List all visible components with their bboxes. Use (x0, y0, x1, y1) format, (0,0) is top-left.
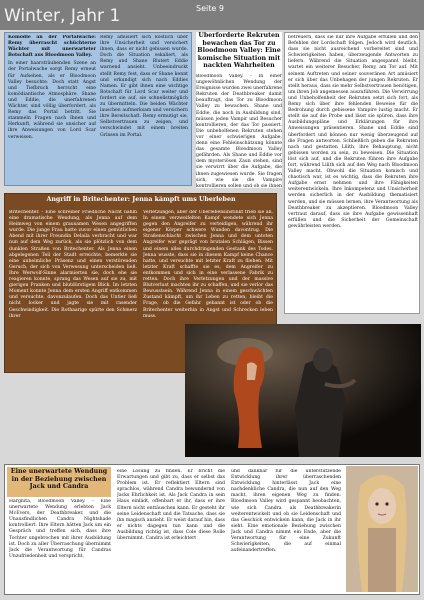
page-number: Seite 9 (196, 4, 224, 13)
page-title: Winter, Jahr 1 (4, 6, 121, 26)
brown-col1: Britechenter. - Eine schreiber Friedliche Nacht nahm eine dramatische Wendung, als Jenna auf dem Heimweg von einem grausamen Wesen angegriffen wurde. Die junge Frau hatte zuvor einen gemütlichen Abend mit ihrer Freundin Delaila verbracht und war nun auf dem Weg zurück, als sie plötzlich von dem dunklen Straßen von Britechenter. Als Jenna einen abgelegenen Teil der Stadt erreichte, bemerkte sie eine unheimliche Präsenz und einen verstörenden Geruch, der sich von Verwesung unterscheiden ließ. Ihre Werwolf-Sinne alarmierten sie, doch ehe sie reagieren konnte, sprang das Wesen auf sie zu, mit gierigen Pranken und blutdürstigem Blick. Im letzten Moment konnte Jenna dem ersten Angriff entkommen und versuchte, davonzulaufen. Doch das Untier ließ nicht locker und jagte sie mit rasender Geschwindigkeit. Die Rothaarige spürte den Schmerz ihrer (9, 210, 137, 319)
right-article (284, 32, 420, 314)
blue-lead: Komödie an der Portalwache: Remy überrascht schüchterne Wächter mit unerwarteter Botschaft aus Bloodmoon Valley. (8, 35, 96, 59)
fight-scene-image (185, 324, 421, 457)
brown-col2: Verletzungen, aber der Überlebensinstinkt trieb sie an. In einem verzweifelten Kampf wendete sich Jenna gegen den Angreifer zu verteidigen, während ihr eigener Körper schwere Wunden davontrug. Die Straßenschlacht zwischen Jenna und dem untoten Angreifer war geprägt von brutalen Schlägen, Bissen und einem alles durchdringenden Gestank des Todes. Jenna wusste, dass sie in diesem Kampf keine Chance hatte, und versuchte mit letzter Kraft zu fliehen. Mit letzter Kraft schaffte sie es, dem Angreifer zu entkommen und sich in eine verlassene Fabrik zu retten. Doch ihre Verletzungen und der massive Blutverlust machten ihr zu schaffen, und sie verlor das Bewusstsein. Während Jenna in einem geschwächten Zustand kämpft, um ihr Leben zu retten, bleibt die Frage, ob die Gefahr gebannt ist oder ob die Britechenter weiterhin in Angst und Schrecken leben muss. (143, 210, 273, 319)
middle-body: Bloodmoon Valley. - In einer ungewöhnlichen Wendung der Ereignisse wurden zwei unerfahrene Rekruten der Deathbreaker damit beauftragt, das Tor zu Bloodmoon Valley zu bewachen. Shane und Eddie, die noch in Ausbildung sind, müssen jeden Vampir und Besucher kontrollieren, der das Tor passiert. Die unbeholfenen Rekruten stehen vor einer schwierigen Aufgabe, denn eine Fehleinschätzung könnte das gesamte Bloodmoon Valley gefährden. Als Shane und Eddie vor dem mysteriösen Zaun stehen, sind sie verwirrt über die Aufgabe, die ihnen zugewiesen wurde. Sie fragen sich, wie sie die Vampire kontrollieren sollen und ob sie ihnen (196, 74, 282, 188)
bottom-title: Eine unerwartete Wendung in der Beziehung zwischen Jack und Candra (10, 468, 108, 490)
page-header (0, 0, 424, 30)
middle-title: Überforderte Rekruten bewachen das Tor zu Bloodmoon Valley: Eine komische Situation mit nackten Wahrheiten (197, 32, 281, 69)
bottom-col2: eine Lösung zu finden. Er bricht die Erwartungen und gibt zu, dass er selbst das Problem ist. Er reflektiert Eltern sind sprachlos, während Candra bewundernd von Jacks Ehrlichkeit ist. Als Jack Candra in sein Haus einlädt, offenbart er ihr, dass er ihre Eltern nicht enttäuschen kann. Er gesteht ihr seine Leidenschaft und die Tatsache, dass sie ihn magisch anzieht. Er weist darauf hin, dass er nichts dagegen tun kann und die Ausbildung richtig ist, dass Cole diese Rolle übernimmt. Candra ist erleichtert (117, 469, 225, 542)
middle-article (196, 32, 282, 188)
bottom-col1: Harghita, Bloodmoon Valley. - Eine unerwartete Wendung erlebten Jack McEvers, der Deathbreaker, und die Unausfindlichen Candra Nightshade kontrolliert. Ihre Eltern hätten Jack um ein Gespräch und treffen sich, dass ihre Tochter ungebrochen mit ihrer Ausbildung ist. Doch zu aller Überraschung übernimmt Jack die Verantwortung für Candras Unzufriedenheit und verspricht, (9, 499, 111, 559)
right-body: betreuern, dass sie nur ihre Aufgabe erfüllen und den Befehlen der Lordschaft folgen. Jedoch wird deutlich, dass sie nicht ausreichend vorbereitet sind und Schwierigkeiten haben, überzeugende Antworten zu liefern. Während die Situation angespannt bleibt, wartet ein weiterer Besucher, Remy, am Tor auf. Mit seinem Auftreten und seiner souveränen Art amüsiert er sich über das Unbehagen der jungen Rekruten. Er stellt heraus, dass sie mehr Selbstvertrauen benötigen, um ihren Job angemessen auszuführen. Die Verwirrung und Unbeholfenheit der Rekruten setzt sich fort, als Remy sich über ihre fehlenden Beweise für die Bedrohung durch gebissene Vampire lustig macht. Er stellt sie auf die Probe und lässt sie spüren, dass ihre Ausbildungspläne und Erklärungen für ihre Anweisungen präsentieren. Shane und Eddie sind überfordert und können nur wenig überzeugend auf die Fragen antworten. Schließlich geben die Rekruten nach und gestatten Lilith, ihre Behauptung, nicht gebissen worden zu sein, zu beweisen. Die Situation löst sich auf, und die Rekruten führen ihre Aufgabe fort, während Lilith sich auf den Weg nach Bloodmoon Valley macht. Obwohl die Situation komisch und chaotisch war, ist es wichtig, dass die Rekruten ihre Aufgabe ernst nehmen und ihre Fähigkeiten weiterentwickeln. Ihre Inkompetenz und Unsicherheit werden sicherlich in der Ausbildung thematisiert werden, und sie müssen lernen, ihre Verantwortung als Deathbreaker zu akzeptieren. Bloodmoon Valley vertraut darauf, dass sie ihre Aufgabe gewissenhaft erfüllen und die Sicherheit der Gemeinschaft gewährleisten werden. (288, 35, 418, 229)
blue-col1: In einer haarsträubenden Szene an der Portalwache sorgt Remy erneut für Aufsehen, als er Bloodmoon Valley besuchte. Doch statt Angst und Tiefbruch herrscht eine komödiantische Atmosphäre. Shane und Eddie, die unerfahrenen Wächter, sind völlig überfordert, als Remy das Portal betritt. Sie stammeln Fragen nach Ihnen und Herkunft, während sie unsicher auf ihre Anweisungen von Lord Scar verweisen. (8, 61, 96, 140)
blue-article-box (4, 32, 192, 186)
bottom-col3: und dankbar für die unterstützende Entwicklung ihrer überraschenden Entwicklung hinterlässt Jack eine nachdenkliche Candra, die nun auf den Weg macht, ihren eigenen Weg zu finden. Bloodmoon Valley wird gespannt beobachten, wie sich Candra als Deathbreakerin weiterentwickelt und ob sie Leidenschaft und das Geschick entwickeln kann, die Jack in ihr sieht. Eine emotionale Beziehung zwischen Jack und Candra nimmt ein Ende, aber die Verantwortung für eine Zukunft Schwierigkeiten, die auf einmal aufeinandertreffen. (231, 469, 341, 554)
blonde-portrait-image (346, 466, 418, 592)
brown-title: Angriff in Britechenter: Jenna kämpft ums Überleben (46, 196, 236, 203)
blue-col2: Remy amüsiert sich köstlich über ihre Unsicherheit und versichert ihnen, dass er nicht gebissen wurde. Doch die Situation eskaliert, als Remy und Shane Blutert Eddie warnend ansieht. Unbeeindruckt stellt Remy fest, dass er Shane kennt und erkundigt sich nach Eddies Namen. Er gibt ihnen eine wichtige Botschaft für Lord Scar weiter und fordert sie auf, sie schnellstmöglich zu übermitteln. Die beiden Wächter lauschen aufmerksam und versichern ihre Bereitschaft. Remy ermutigt sie, Selbstvertrauen zu zeigen, und verschwindet mit einem breiten Grinsen im Portal. (100, 35, 188, 138)
